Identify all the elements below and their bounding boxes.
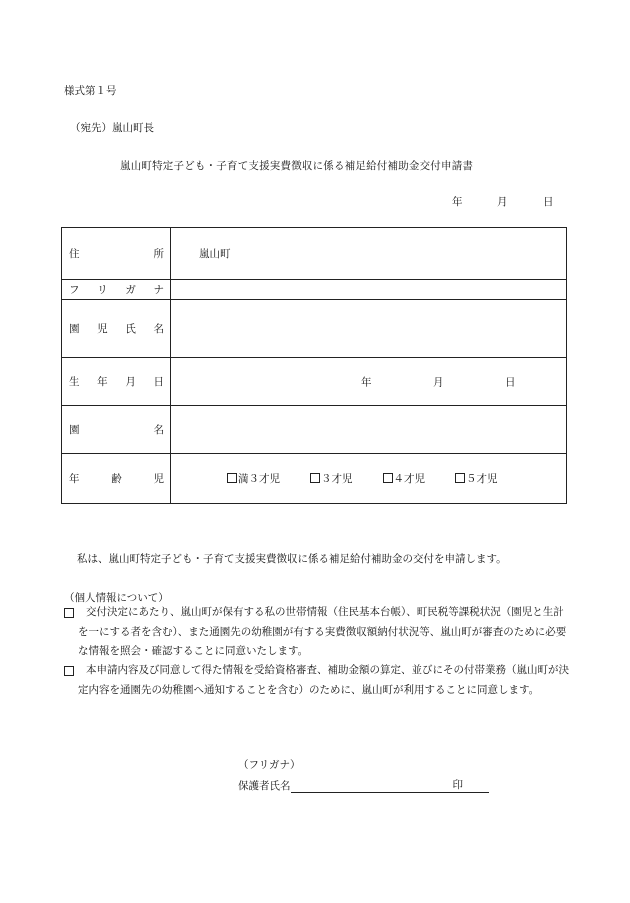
school-name-row [62, 406, 567, 454]
address-value: 嵐山町 [199, 248, 231, 260]
document-title: 嵐山町特定子ども・子育て支援実費徴収に係る補足給付補助金交付申請書 [120, 160, 474, 172]
consent-checkbox-2[interactable] [64, 666, 74, 676]
form-number: 様式第１号 [64, 85, 117, 97]
birthdate-field[interactable] [171, 358, 567, 406]
checkbox[interactable] [383, 473, 393, 483]
privacy-heading: （個人情報について） [64, 592, 169, 604]
consent-text-1: 交付決定にあたり、嵐山町が保有する私の世帯情報（住民基本台帳）、町民税等課税状況（園児と生計を一にする者を含む）、また通園先の幼稚園が有する実費徴収額納付状況等、嵐山町が審査のために必要な情報を照会・確認することに同意いたします。 [78, 606, 567, 657]
age-option-full-3[interactable]: 満３才児 [227, 471, 280, 486]
furigana-field[interactable] [171, 280, 567, 300]
addressee: （宛先）嵐山町長 [70, 122, 154, 134]
application-date-year[interactable]: 年 [452, 196, 463, 208]
furigana-row [62, 280, 567, 300]
furigana-label: フ リ ガ ナ [62, 280, 171, 300]
application-date-day[interactable]: 日 [543, 196, 554, 208]
child-name-row [62, 300, 567, 358]
consent-text-2: 本申請内容及び同意して得た情報を受給資格審査、補助金額の算定、並びにその付帯業務（嵐山町が決定内容を通園先の幼稚園へ通知することを含む）のために、嵐山町が利用することに同意します。 [78, 664, 569, 696]
checkbox[interactable] [455, 473, 465, 483]
checkbox[interactable] [310, 473, 320, 483]
guardian-name-field[interactable] [291, 780, 451, 793]
child-name-field[interactable] [171, 300, 567, 358]
age-option-3[interactable]: ３才児 [310, 471, 353, 486]
seal-mark: 印 [451, 777, 489, 793]
application-form-table [61, 227, 567, 504]
school-name-field[interactable] [171, 406, 567, 454]
age-label: 年 齢 児 [62, 454, 171, 504]
age-option-4[interactable]: ４才児 [383, 471, 426, 486]
address-row [62, 228, 567, 280]
age-options [171, 454, 567, 504]
address-field[interactable] [171, 228, 567, 280]
birthdate-row [62, 358, 567, 406]
privacy-consent-item-1 [64, 603, 574, 662]
address-label: 住 所 [62, 228, 171, 280]
child-name-label: 園 児 氏 名 [62, 300, 171, 358]
school-name-label: 園 名 [62, 406, 171, 454]
birthdate-label: 生 年 月 日 [62, 358, 171, 406]
birthdate-month: 月 [433, 376, 444, 388]
age-option-5[interactable]: ５才児 [455, 471, 498, 486]
guardian-kana-label: （フリガナ） [238, 759, 301, 771]
application-statement: 私は、嵐山町特定子ども・子育て支援実費徴収に係る補足給付補助金の交付を申請します。 [77, 553, 507, 565]
privacy-consent-item-2 [64, 661, 574, 700]
guardian-name-row [238, 777, 489, 793]
birthdate-year: 年 [361, 376, 372, 388]
application-date-month[interactable]: 月 [497, 196, 508, 208]
consent-checkbox-1[interactable] [64, 608, 74, 618]
birthdate-day: 日 [505, 376, 516, 388]
checkbox[interactable] [227, 473, 237, 483]
guardian-name-label: 保護者氏名 [238, 780, 291, 792]
age-row [62, 454, 567, 504]
